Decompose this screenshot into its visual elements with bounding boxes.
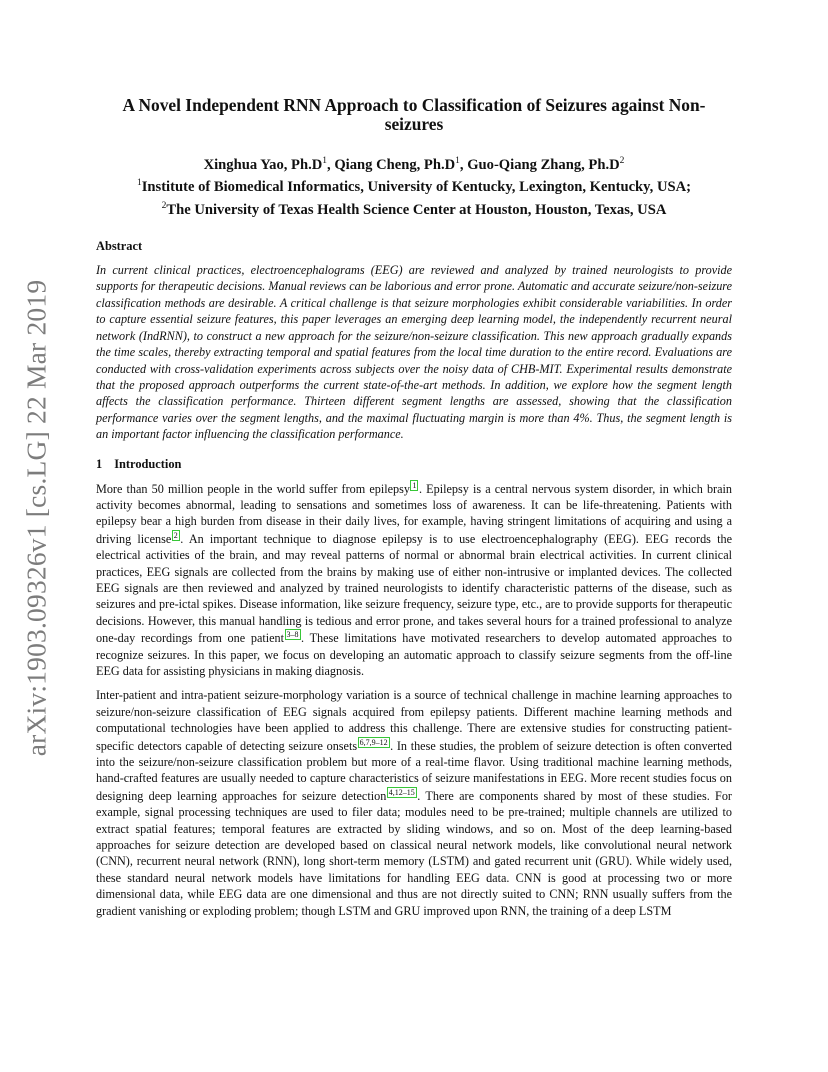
introduction-heading (96, 457, 732, 472)
paper-title: A Novel Independent RNN Approach to Classification of Seizures against Non-seizures (122, 95, 706, 134)
text-run: . These limitations have motivated researchers to develop automated approaches to recognize seizures. In this paper, we focus on developing an automatic approach to classify seizure segments from the off-line EEG data for assisting physicians in making diagnosis. (96, 631, 732, 679)
text-run: . There are components shared by most of these studies. For example, signal processing techniques are used to filer data; modules need to be pre-trained; multiple channels are utilized to extract spatial features; temporal features are extracted by sliding windows, and so on. Most of the deep learning-based approaches for seizure detection are developed based on classical neural network models, like convolutional neural network (CNN), recurrent neural network (RNN), long short-term memory (LSTM) and gated recurrent unit (GRU). While widely used, these standard neural network models have limitations for handling EEG data. CNN is good at processing two or more dimensional data, while EEG data are one dimensional and thus are not directly suited to CNN; RNN usually suffers from the gradient vanishing or exploding problem; though LSTM and GRU improved upon RNN, the training of a deep LSTM (96, 788, 732, 918)
text-run: Inter-patient and intra-patient seizure-morphology variation is a source of technical challenge in machine learning approaches to seizure/non-seizure classification of EEG signals acquired from epilepsy patients. Different machine learning methods and computational technologies have been applied to address this challenge. There are extensive studies for constructing patient-specific detectors capable of detecting seizure onsets (96, 688, 732, 753)
citation-link[interactable]: 2 (173, 530, 178, 540)
author-names: Xinghua Yao, $Ph.D^1$, Qiang Cheng, $Ph.D^1$, Guo-Qiang Zhang, $Ph.D^2$ (203, 156, 625, 173)
author-1-affil: 1 (322, 156, 328, 166)
affiliation-1-text: Institute of Biomedical Informatics, University of Kentucky, Lexington, Kentucky, USA; (141, 179, 692, 196)
author-1: Xinghua Yao, Ph.D (203, 156, 323, 173)
section-title: Introduction (114, 456, 182, 471)
affiliation-1-marker: 1 (136, 178, 142, 189)
citation-link[interactable]: 6,7,9–12 (359, 737, 388, 747)
citation-link[interactable]: 3–8 (286, 630, 299, 640)
arxiv-identifier: arXiv:1903.09326v1 [cs.LG] 22 Mar 2019 (20, 279, 51, 757)
section-number: 1 (96, 456, 103, 471)
text-run: More than 50 million people in the world suffer from epilepsy (96, 481, 410, 496)
arxiv-identifier-stamp (12, 268, 60, 768)
affiliation-2-text: The University of Texas Health Science Center at Houston, Houston, Texas, USA (166, 201, 667, 218)
author-block (96, 152, 732, 219)
intro-paragraph-2 (96, 687, 732, 919)
intro-paragraph-1 (96, 480, 732, 680)
abstract-heading: Abstract (96, 239, 143, 254)
text-run: . In these studies, the problem of seizure detection is often converted into the seizure/non-seizure classification problem but more of a real-time flavor. Using traditional machine learning methods, hand-crafted features are usually needed to capture characteristics of seizure manifestations in EEG. More recent studies focus on designing deep learning approaches for seizure detection (96, 738, 732, 803)
paper-page (96, 96, 732, 927)
author-3: Guo-Qiang Zhang, Ph.D (467, 156, 620, 173)
author-3-affil: 2 (619, 156, 625, 166)
text-run: . An important technique to diagnose epilepsy is to use electroencephalography (EEG). EEG records the electrical activities of the brain, and may reveal patterns of normal or abnormal brain electrical activities. In current clinical practices, EEG signals are collected from the brains by making use of either non-intrusive or implanted devices. The collected EEG signals are then reviewed and analyzed by trained neurologists to identify characteristic patterns of the disease, such as seizures and pre-ictal spikes. Disease information, like seizure frequency, seizure type, etc., are to provide supports for therapeutic decisions. However, this manual handling is tedious and error prone, and takes several hours for a trained professional to analyze one-day recordings from one patient (96, 531, 733, 646)
abstract-text: In current clinical practices, electroencephalograms (EEG) are reviewed and analyzed by trained neurologists to provide supports for therapeutic decisions. Manual reviews can be laborious and error prone. Automatic and accurate seizure/non-seizure classification methods are desirable. A critical challenge is that seizure morphologies exhibit considerable variabilities. In order to capture essential seizure features, this paper leverages an emerging deep learning model, the independently recurrent neural network (IndRNN), to construct a new approach for the seizure/non-seizure classification. This new approach gradually expands the time scales, thereby extracting temporal and spatial features from the local time duration to the entire record. Evaluations are conducted with cross-validation experiments across subjects over the noisy data of CHB-MIT. Experimental results demonstrate that the proposed approach outperforms the current state-of-the-art methods. In addition, we explore how the segment length affects the classification performance. Thirteen different segment lengths are assessed, showing that the classification performance varies over the segment lengths, and the maximal fluctuating margin is more than 4%. Thus, the segment length is an important factor influencing the classification performance. (96, 263, 732, 442)
affiliation-2-marker: 2 (161, 200, 167, 211)
author-2: Qiang Cheng, Ph.D (334, 156, 456, 173)
text-run: . Epilepsy is a central nervous system disorder, in which brain activity becomes abnormal, leading to sensations and sometimes loss of awareness. It can be life-threatening. Patients with epilepsy bear a high burden from disease in their daily lives, for example, having stringent limitations of acquiring and using a driving license (96, 481, 732, 546)
author-2-affil: 1 (455, 156, 460, 166)
citation-link[interactable]: 1 (412, 480, 417, 490)
affiliation-2 (96, 197, 732, 219)
affiliation-1 (96, 174, 732, 196)
citation-link[interactable]: 4,12–15 (388, 787, 415, 797)
